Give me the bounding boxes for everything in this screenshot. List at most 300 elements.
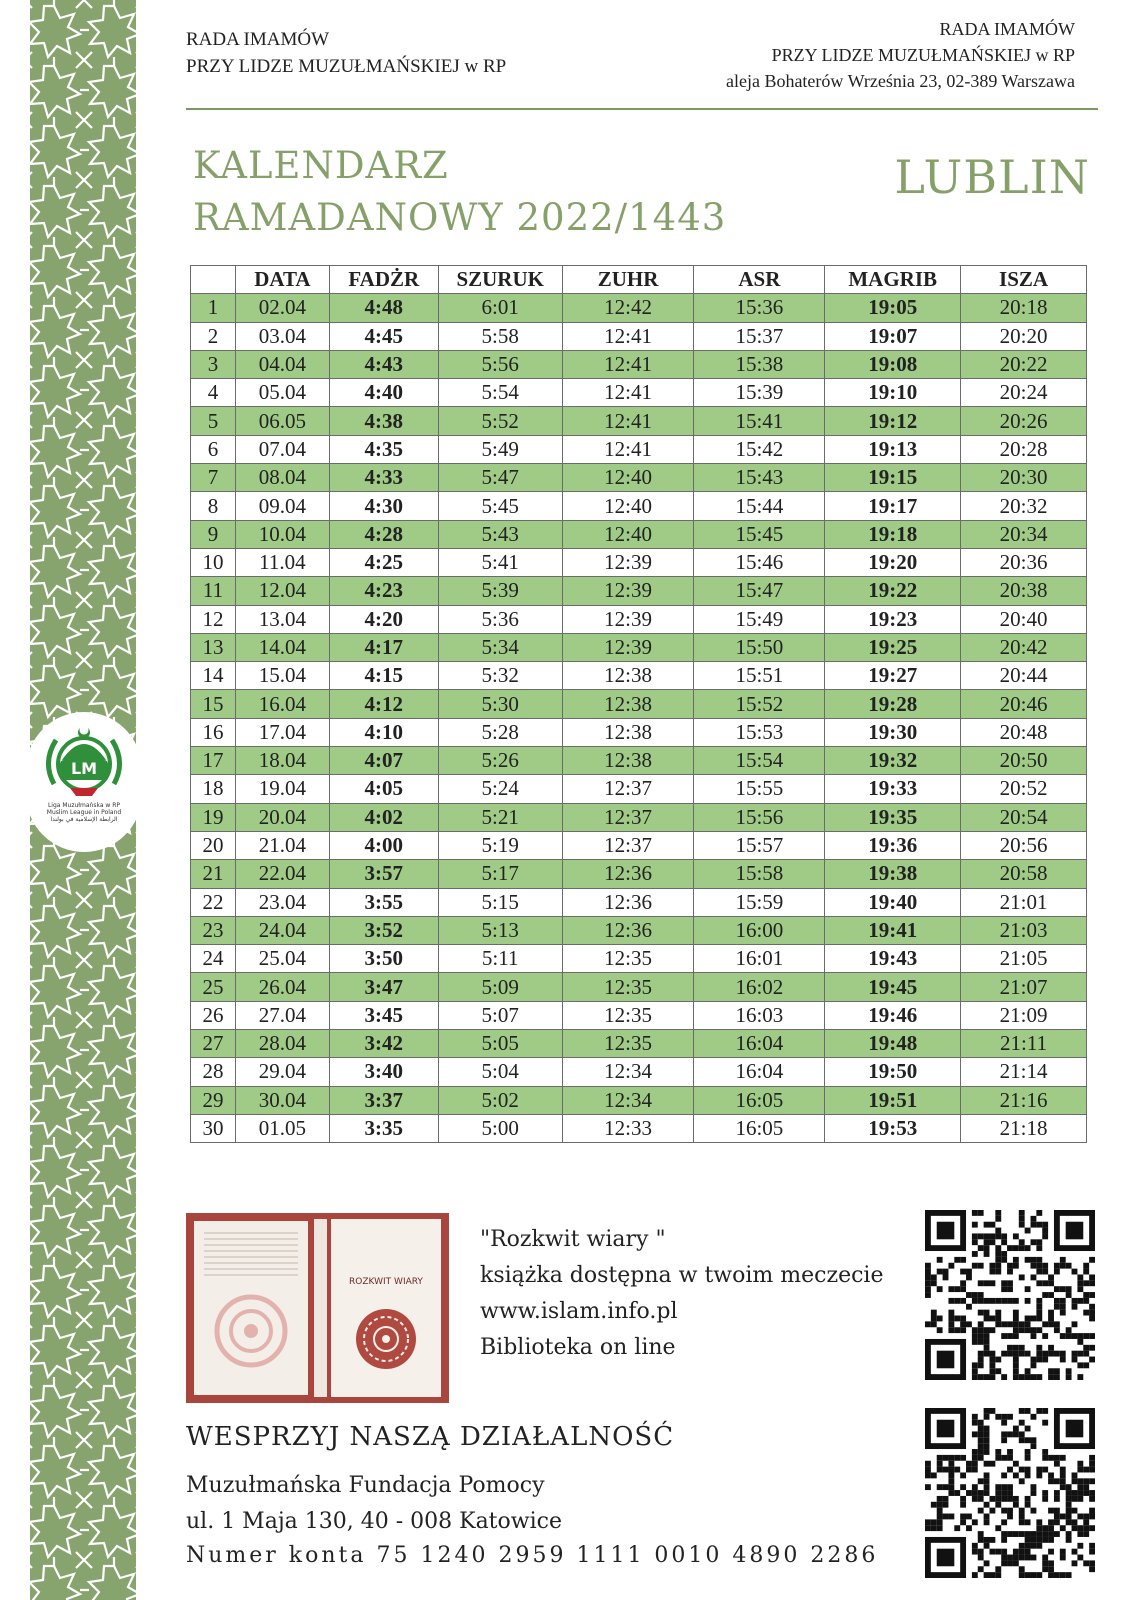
table-cell: 5:45 bbox=[438, 492, 562, 520]
table-cell: 23 bbox=[191, 916, 236, 944]
table-cell: 2 bbox=[191, 322, 236, 350]
table-cell: 5:28 bbox=[438, 718, 562, 746]
column-header: FADŻR bbox=[329, 266, 438, 294]
table-cell: 19:51 bbox=[825, 1086, 961, 1114]
table-cell: 5:05 bbox=[438, 1030, 562, 1058]
table-cell: 12:41 bbox=[562, 350, 694, 378]
title-line2: RAMADANOWY 2022/1443 bbox=[193, 196, 727, 239]
table-cell: 5:15 bbox=[438, 888, 562, 916]
qr-code-icon[interactable] bbox=[925, 1408, 1095, 1578]
table-cell: 20:24 bbox=[961, 379, 1087, 407]
table-cell: 1 bbox=[191, 294, 236, 322]
table-cell: 15:55 bbox=[694, 775, 825, 803]
table-cell: 26 bbox=[191, 1001, 236, 1029]
table-cell: 21:09 bbox=[961, 1001, 1087, 1029]
table-cell: 20:32 bbox=[961, 492, 1087, 520]
table-cell: 4:43 bbox=[329, 350, 438, 378]
promo-library: Biblioteka on line bbox=[480, 1335, 676, 1360]
table-cell: 19:05 bbox=[825, 294, 961, 322]
promo-availability: książka dostępna w twoim meczecie bbox=[480, 1263, 884, 1288]
table-cell: 5:13 bbox=[438, 916, 562, 944]
promo-title: "Rozkwit wiary " bbox=[480, 1227, 666, 1252]
support-heading: WESPRZYJ NASZĄ DZIAŁALNOŚĆ bbox=[186, 1422, 675, 1452]
table-cell: 3:45 bbox=[329, 1001, 438, 1029]
table-cell: 12:36 bbox=[562, 916, 694, 944]
table-cell: 08.04 bbox=[235, 464, 329, 492]
table-cell: 5:09 bbox=[438, 973, 562, 1001]
table-cell: 18.04 bbox=[235, 747, 329, 775]
table-cell: 15:47 bbox=[694, 577, 825, 605]
table-cell: 19:40 bbox=[825, 888, 961, 916]
table-cell: 19:28 bbox=[825, 690, 961, 718]
city-name: LUBLIN bbox=[894, 150, 1090, 204]
table-cell: 20:36 bbox=[961, 548, 1087, 576]
table-cell: 4:05 bbox=[329, 775, 438, 803]
table-cell: 12:35 bbox=[562, 1001, 694, 1029]
table-cell: 19:50 bbox=[825, 1058, 961, 1086]
table-cell: 3:37 bbox=[329, 1086, 438, 1114]
table-cell: 12:39 bbox=[562, 605, 694, 633]
table-cell: 4:33 bbox=[329, 464, 438, 492]
table-cell: 21.04 bbox=[235, 831, 329, 859]
table-cell: 12:41 bbox=[562, 379, 694, 407]
table-row bbox=[191, 520, 1087, 548]
table-cell: 21:05 bbox=[961, 945, 1087, 973]
table-cell: 15:54 bbox=[694, 747, 825, 775]
book-spine bbox=[314, 1219, 327, 1397]
table-cell: 12:39 bbox=[562, 633, 694, 661]
table-cell: 13.04 bbox=[235, 605, 329, 633]
book-back-cover bbox=[194, 1221, 308, 1395]
table-cell: 28.04 bbox=[235, 1030, 329, 1058]
table-cell: 12:41 bbox=[562, 435, 694, 463]
table-row bbox=[191, 1086, 1087, 1114]
book-promo bbox=[480, 1222, 883, 1366]
table-row bbox=[191, 803, 1087, 831]
column-header: ISZA bbox=[961, 266, 1087, 294]
table-cell: 20:54 bbox=[961, 803, 1087, 831]
table-cell: 12:35 bbox=[562, 945, 694, 973]
table-cell: 19:15 bbox=[825, 464, 961, 492]
table-cell: 20:30 bbox=[961, 464, 1087, 492]
table-cell: 19:22 bbox=[825, 577, 961, 605]
table-cell: 5:07 bbox=[438, 1001, 562, 1029]
table-cell: 19:10 bbox=[825, 379, 961, 407]
table-cell: 9 bbox=[191, 520, 236, 548]
table-cell: 15:39 bbox=[694, 379, 825, 407]
column-header: ASR bbox=[694, 266, 825, 294]
table-cell: 5:00 bbox=[438, 1114, 562, 1142]
table-cell: 16.04 bbox=[235, 690, 329, 718]
logo-initials: LM bbox=[70, 759, 98, 778]
table-cell: 21:01 bbox=[961, 888, 1087, 916]
table-cell: 24 bbox=[191, 945, 236, 973]
table-cell: 27.04 bbox=[235, 1001, 329, 1029]
table-cell: 4:10 bbox=[329, 718, 438, 746]
table-cell: 12:37 bbox=[562, 775, 694, 803]
table-cell: 3 bbox=[191, 350, 236, 378]
table-cell: 20:26 bbox=[961, 407, 1087, 435]
table-cell: 14.04 bbox=[235, 633, 329, 661]
table-cell: 5:58 bbox=[438, 322, 562, 350]
table-cell: 04.04 bbox=[235, 350, 329, 378]
table-cell: 21:11 bbox=[961, 1030, 1087, 1058]
table-cell: 12:38 bbox=[562, 747, 694, 775]
table-cell: 19:30 bbox=[825, 718, 961, 746]
table-cell: 19:32 bbox=[825, 747, 961, 775]
table-cell: 15:42 bbox=[694, 435, 825, 463]
table-row bbox=[191, 492, 1087, 520]
table-row bbox=[191, 379, 1087, 407]
table-cell: 20:22 bbox=[961, 350, 1087, 378]
book-back-ornament bbox=[194, 1221, 308, 1395]
table-cell: 19:45 bbox=[825, 973, 961, 1001]
table-cell: 19:13 bbox=[825, 435, 961, 463]
header-right-line1: RADA IMAMÓW bbox=[939, 19, 1075, 39]
table-cell: 5:02 bbox=[438, 1086, 562, 1114]
table-cell: 4:45 bbox=[329, 322, 438, 350]
book-front-ornament bbox=[331, 1219, 441, 1397]
table-cell: 19:46 bbox=[825, 1001, 961, 1029]
table-cell: 15:46 bbox=[694, 548, 825, 576]
column-header: SZURUK bbox=[438, 266, 562, 294]
table-cell: 20:56 bbox=[961, 831, 1087, 859]
table-cell: 5:34 bbox=[438, 633, 562, 661]
table-cell: 19:43 bbox=[825, 945, 961, 973]
table-cell: 21:07 bbox=[961, 973, 1087, 1001]
table-cell: 4:00 bbox=[329, 831, 438, 859]
table-cell: 15:57 bbox=[694, 831, 825, 859]
table-row bbox=[191, 1058, 1087, 1086]
table-cell: 15:37 bbox=[694, 322, 825, 350]
table-cell: 4:25 bbox=[329, 548, 438, 576]
table-row bbox=[191, 605, 1087, 633]
table-cell: 17.04 bbox=[235, 718, 329, 746]
table-cell: 20:18 bbox=[961, 294, 1087, 322]
table-cell: 21:03 bbox=[961, 916, 1087, 944]
table-cell: 6 bbox=[191, 435, 236, 463]
table-row bbox=[191, 831, 1087, 859]
table-row bbox=[191, 548, 1087, 576]
table-cell: 07.04 bbox=[235, 435, 329, 463]
table-cell: 19:23 bbox=[825, 605, 961, 633]
foundation-address: ul. 1 Maja 130, 40 - 008 Katowice bbox=[186, 1509, 562, 1534]
table-row bbox=[191, 945, 1087, 973]
table-cell: 16:00 bbox=[694, 916, 825, 944]
promo-website-link[interactable]: www.islam.info.pl bbox=[480, 1299, 678, 1324]
table-cell: 4:20 bbox=[329, 605, 438, 633]
ramadan-calendar-table bbox=[190, 265, 1087, 1143]
table-cell: 21:14 bbox=[961, 1058, 1087, 1086]
table-row bbox=[191, 1114, 1087, 1142]
table-cell: 20:38 bbox=[961, 577, 1087, 605]
table-cell: 25 bbox=[191, 973, 236, 1001]
table-cell: 5:21 bbox=[438, 803, 562, 831]
table-cell: 5:52 bbox=[438, 407, 562, 435]
table-cell: 4:12 bbox=[329, 690, 438, 718]
table-cell: 15:52 bbox=[694, 690, 825, 718]
table-cell: 3:57 bbox=[329, 860, 438, 888]
table-cell: 19:53 bbox=[825, 1114, 961, 1142]
table-cell: 5:36 bbox=[438, 605, 562, 633]
table-cell: 16:03 bbox=[694, 1001, 825, 1029]
column-header: DATA bbox=[235, 266, 329, 294]
table-cell: 16:04 bbox=[694, 1058, 825, 1086]
table-cell: 29.04 bbox=[235, 1058, 329, 1086]
table-cell: 5:56 bbox=[438, 350, 562, 378]
table-cell: 22 bbox=[191, 888, 236, 916]
table-cell: 19:48 bbox=[825, 1030, 961, 1058]
table-cell: 20 bbox=[191, 831, 236, 859]
table-cell: 12:39 bbox=[562, 577, 694, 605]
table-row bbox=[191, 690, 1087, 718]
table-cell: 20:48 bbox=[961, 718, 1087, 746]
table-cell: 5:30 bbox=[438, 690, 562, 718]
header-left-line2: PRZY LIDZE MUZUŁMAŃSKIEJ w RP bbox=[186, 56, 507, 77]
table-cell: 17 bbox=[191, 747, 236, 775]
table-row bbox=[191, 464, 1087, 492]
table-cell: 5:47 bbox=[438, 464, 562, 492]
table-cell: 19:33 bbox=[825, 775, 961, 803]
table-cell: 15:43 bbox=[694, 464, 825, 492]
table-cell: 11.04 bbox=[235, 548, 329, 576]
table-cell: 12:34 bbox=[562, 1086, 694, 1114]
table-cell: 12:41 bbox=[562, 407, 694, 435]
table-cell: 20:52 bbox=[961, 775, 1087, 803]
table-cell: 12:38 bbox=[562, 662, 694, 690]
table-cell: 12:40 bbox=[562, 520, 694, 548]
table-cell: 6:01 bbox=[438, 294, 562, 322]
table-cell: 12 bbox=[191, 605, 236, 633]
table-cell: 19:07 bbox=[825, 322, 961, 350]
table-cell: 12:37 bbox=[562, 831, 694, 859]
table-cell: 12:33 bbox=[562, 1114, 694, 1142]
table-cell: 5:43 bbox=[438, 520, 562, 548]
table-cell: 4:02 bbox=[329, 803, 438, 831]
table-cell: 12:34 bbox=[562, 1058, 694, 1086]
table-cell: 19.04 bbox=[235, 775, 329, 803]
qr-code-icon[interactable] bbox=[925, 1210, 1095, 1380]
column-header: MAGRIB bbox=[825, 266, 961, 294]
table-cell: 15:44 bbox=[694, 492, 825, 520]
bank-account-number: Numer konta 75 1240 2959 1111 0010 4890 2286 bbox=[186, 1543, 879, 1568]
table-cell: 3:42 bbox=[329, 1030, 438, 1058]
table-cell: 23.04 bbox=[235, 888, 329, 916]
table-cell: 20:50 bbox=[961, 747, 1087, 775]
table-row bbox=[191, 718, 1087, 746]
table-cell: 5:26 bbox=[438, 747, 562, 775]
table-cell: 20:42 bbox=[961, 633, 1087, 661]
logo-caption bbox=[36, 802, 132, 823]
table-cell: 20:20 bbox=[961, 322, 1087, 350]
table-cell: 28 bbox=[191, 1058, 236, 1086]
book-cover-image bbox=[186, 1213, 449, 1403]
table-cell: 16:01 bbox=[694, 945, 825, 973]
table-cell: 4:38 bbox=[329, 407, 438, 435]
table-cell: 15:51 bbox=[694, 662, 825, 690]
table-row bbox=[191, 1001, 1087, 1029]
table-row bbox=[191, 775, 1087, 803]
table-cell: 12.04 bbox=[235, 577, 329, 605]
table-cell: 15:53 bbox=[694, 718, 825, 746]
table-cell: 12:36 bbox=[562, 860, 694, 888]
table-cell: 12:41 bbox=[562, 322, 694, 350]
table-cell: 14 bbox=[191, 662, 236, 690]
logo-caption-english: Muslim League in Poland bbox=[46, 809, 122, 816]
table-cell: 8 bbox=[191, 492, 236, 520]
table-cell: 16 bbox=[191, 718, 236, 746]
table-cell: 16:05 bbox=[694, 1086, 825, 1114]
table-cell: 16:05 bbox=[694, 1114, 825, 1142]
table-cell: 15.04 bbox=[235, 662, 329, 690]
book-cover-title: ROZKWIT WIARY bbox=[349, 1277, 423, 1287]
table-cell: 22.04 bbox=[235, 860, 329, 888]
table-cell: 20:44 bbox=[961, 662, 1087, 690]
table-cell: 20:40 bbox=[961, 605, 1087, 633]
table-cell: 15:58 bbox=[694, 860, 825, 888]
table-cell: 11 bbox=[191, 577, 236, 605]
table-cell: 12:40 bbox=[562, 464, 694, 492]
page-title bbox=[193, 140, 726, 244]
table-cell: 19:18 bbox=[825, 520, 961, 548]
header-divider bbox=[186, 108, 1098, 110]
table-cell: 4:28 bbox=[329, 520, 438, 548]
header-left bbox=[186, 26, 506, 80]
table-body bbox=[191, 294, 1087, 1143]
table-cell: 19:38 bbox=[825, 860, 961, 888]
table-cell: 5:32 bbox=[438, 662, 562, 690]
table-cell: 19:41 bbox=[825, 916, 961, 944]
table-cell: 15 bbox=[191, 690, 236, 718]
table-cell: 16:02 bbox=[694, 973, 825, 1001]
table-cell: 21:16 bbox=[961, 1086, 1087, 1114]
league-logo bbox=[36, 722, 132, 844]
table-cell: 4:23 bbox=[329, 577, 438, 605]
table-cell: 5:39 bbox=[438, 577, 562, 605]
table-row bbox=[191, 860, 1087, 888]
table-cell: 3:52 bbox=[329, 916, 438, 944]
table-cell: 19:36 bbox=[825, 831, 961, 859]
table-cell: 15:59 bbox=[694, 888, 825, 916]
table-cell: 21 bbox=[191, 860, 236, 888]
table-cell: 20.04 bbox=[235, 803, 329, 831]
table-cell: 19:17 bbox=[825, 492, 961, 520]
table-cell: 5:19 bbox=[438, 831, 562, 859]
table-cell: 12:38 bbox=[562, 718, 694, 746]
table-cell: 4 bbox=[191, 379, 236, 407]
table-cell: 3:40 bbox=[329, 1058, 438, 1086]
table-cell: 3:50 bbox=[329, 945, 438, 973]
table-cell: 5:24 bbox=[438, 775, 562, 803]
table-row bbox=[191, 916, 1087, 944]
table-cell: 19:27 bbox=[825, 662, 961, 690]
foundation-name: Muzułmańska Fundacja Pomocy bbox=[186, 1473, 545, 1498]
table-cell: 7 bbox=[191, 464, 236, 492]
table-cell: 12:38 bbox=[562, 690, 694, 718]
table-cell: 06.05 bbox=[235, 407, 329, 435]
table-cell: 15:50 bbox=[694, 633, 825, 661]
table-cell: 4:30 bbox=[329, 492, 438, 520]
table-cell: 30.04 bbox=[235, 1086, 329, 1114]
table-cell: 4:48 bbox=[329, 294, 438, 322]
table-cell: 05.04 bbox=[235, 379, 329, 407]
table-row bbox=[191, 350, 1087, 378]
table-cell: 10.04 bbox=[235, 520, 329, 548]
table-cell: 5:41 bbox=[438, 548, 562, 576]
header-right-address: aleja Bohaterów Września 23, 02-389 Warszawa bbox=[725, 71, 1075, 91]
table-row bbox=[191, 747, 1087, 775]
table-cell: 21:18 bbox=[961, 1114, 1087, 1142]
table-cell: 15:38 bbox=[694, 350, 825, 378]
table-cell: 12:35 bbox=[562, 973, 694, 1001]
table-row bbox=[191, 633, 1087, 661]
table-row bbox=[191, 407, 1087, 435]
table-cell: 12:37 bbox=[562, 803, 694, 831]
table-cell: 01.05 bbox=[235, 1114, 329, 1142]
table-cell: 25.04 bbox=[235, 945, 329, 973]
table-header-row bbox=[191, 266, 1087, 294]
table-cell: 5:04 bbox=[438, 1058, 562, 1086]
table-cell: 4:17 bbox=[329, 633, 438, 661]
table-cell: 10 bbox=[191, 548, 236, 576]
table-cell: 16:04 bbox=[694, 1030, 825, 1058]
table-cell: 24.04 bbox=[235, 916, 329, 944]
table-cell: 5 bbox=[191, 407, 236, 435]
table-cell: 13 bbox=[191, 633, 236, 661]
table-cell: 3:47 bbox=[329, 973, 438, 1001]
table-cell: 3:35 bbox=[329, 1114, 438, 1142]
table-cell: 20:46 bbox=[961, 690, 1087, 718]
table-cell: 03.04 bbox=[235, 322, 329, 350]
table-cell: 5:54 bbox=[438, 379, 562, 407]
column-header bbox=[191, 266, 236, 294]
table-cell: 26.04 bbox=[235, 973, 329, 1001]
table-cell: 4:40 bbox=[329, 379, 438, 407]
table-cell: 5:11 bbox=[438, 945, 562, 973]
table-cell: 19:20 bbox=[825, 548, 961, 576]
header-right bbox=[726, 16, 1075, 94]
table-row bbox=[191, 577, 1087, 605]
table-cell: 09.04 bbox=[235, 492, 329, 520]
column-header: ZUHR bbox=[562, 266, 694, 294]
table-cell: 12:42 bbox=[562, 294, 694, 322]
table-cell: 30 bbox=[191, 1114, 236, 1142]
table-cell: 4:07 bbox=[329, 747, 438, 775]
table-cell: 3:55 bbox=[329, 888, 438, 916]
table-cell: 5:49 bbox=[438, 435, 562, 463]
table-cell: 19:35 bbox=[825, 803, 961, 831]
table-cell: 12:40 bbox=[562, 492, 694, 520]
table-cell: 27 bbox=[191, 1030, 236, 1058]
table-row bbox=[191, 888, 1087, 916]
table-cell: 29 bbox=[191, 1086, 236, 1114]
table-cell: 15:56 bbox=[694, 803, 825, 831]
foundation-info bbox=[186, 1468, 562, 1540]
table-row bbox=[191, 1030, 1087, 1058]
table-row bbox=[191, 322, 1087, 350]
table-cell: 19:12 bbox=[825, 407, 961, 435]
logo-caption-polish: Liga Muzułmańska w RP bbox=[47, 802, 121, 809]
table-cell: 12:36 bbox=[562, 888, 694, 916]
table-cell: 15:49 bbox=[694, 605, 825, 633]
book-front-cover bbox=[331, 1219, 441, 1397]
logo-caption-arabic: الرابطة الإسلامية في بولندا bbox=[50, 816, 118, 823]
table-row bbox=[191, 662, 1087, 690]
table-cell: 12:35 bbox=[562, 1030, 694, 1058]
table-cell: 5:17 bbox=[438, 860, 562, 888]
table-cell: 4:15 bbox=[329, 662, 438, 690]
table-row bbox=[191, 973, 1087, 1001]
